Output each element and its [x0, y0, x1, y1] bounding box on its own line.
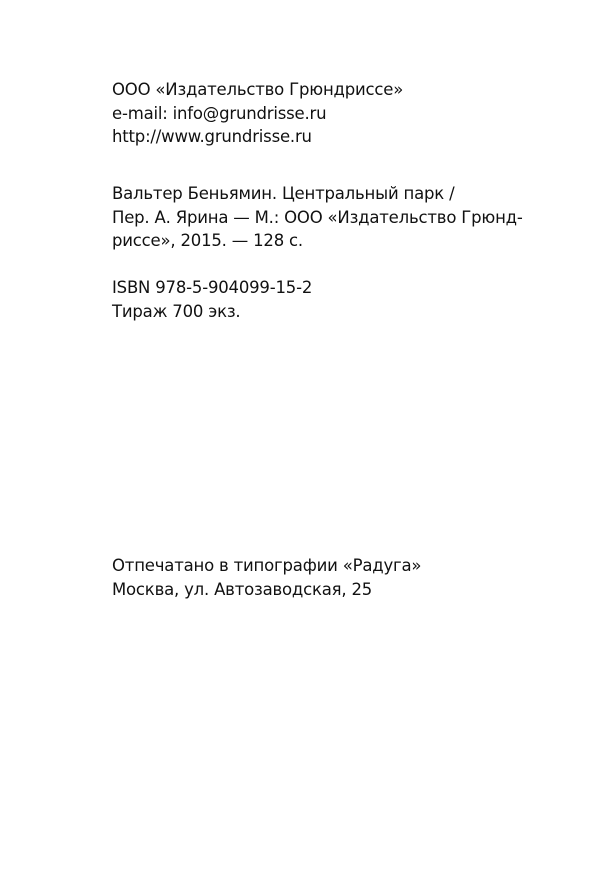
- citation-line: риссе», 2015. — 128 с.: [112, 231, 303, 250]
- publisher-info: [112, 78, 582, 149]
- print-run: Тираж 700 экз.: [112, 301, 241, 321]
- printer-info: [112, 554, 582, 601]
- publisher-website: http://www.grundrisse.ru: [112, 127, 312, 146]
- publisher-name: ООО «Издательство Грюндриссе»: [112, 80, 404, 99]
- citation-line: Пер. А. Ярина — М.: ООО «Издательство Грюнд-: [112, 207, 523, 227]
- printer-address: Москва, ул. Автозаводская, 25: [112, 579, 373, 599]
- bibliographic-citation: [112, 182, 582, 253]
- edition-info: [112, 276, 582, 323]
- isbn: ISBN 978-5-904099-15-2: [112, 278, 313, 297]
- citation-line: Вальтер Беньямин. Центральный парк /: [112, 184, 455, 203]
- publisher-email: e-mail: info@grundrisse.ru: [112, 103, 327, 123]
- printer-name: Отпечатано в типографии «Радуга»: [112, 556, 422, 575]
